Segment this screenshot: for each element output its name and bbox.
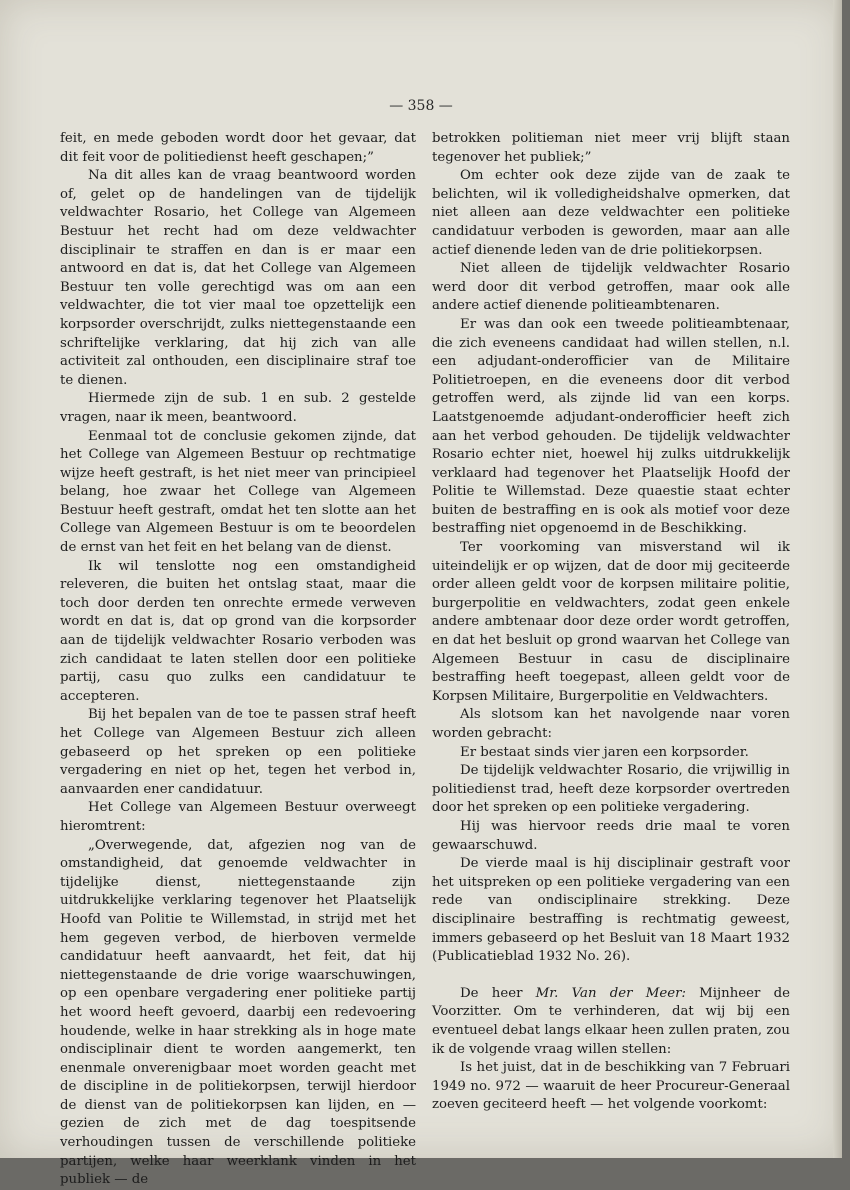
paragraph: „Overwegende, dat, afgezien nog van de omstandigheid, dat genoemde veldwachter in tijdelijke dienst, niettegenstaande zijn uitdrukkelijke verklaring tegenover het Plaatselijk Hoofd van Politie te Willemstad, in strijd met het hem gegeven verbod, de hierboven vermelde candidatuur heeft aanvaardt, het feit, dat hij niettegenstaande de drie vorige waarschuwingen, op een openbare vergadering ener politieke partij het woord heeft gevoerd, daarbij een redevoering houdende, welke in haar strekking als in hoge mate ondisciplinair dient te worden aangemerkt, ten enenmale onverenigbaar moet worden geacht met de discipline in de politiekorpsen, terwijl hierdoor de dienst van de politiekorpsen kan lijden, en — gezien de zich met de dag toespitsende verhoudingen tussen de verschillende politieke partijen, welke haar weerklank vinden in het publiek — de	[60, 837, 416, 1188]
right-column	[432, 130, 790, 1115]
paragraph: Eenmaal tot de conclusie gekomen zijnde, dat het College van Algemeen Bestuur op rechtmatige wijze heeft gestraft, is het niet meer van principieel belang, hoe zwaar het College van Algemeen Bestuur heeft gestraft, omdat het ten slotte aan het College van Algemeen Bestuur is om te beoordelen de ernst van het feit en het belang van de dienst.	[60, 428, 416, 556]
paragraph: feit, en mede geboden wordt door het gevaar, dat dit feit voor de politiedienst heeft geschapen;”	[60, 131, 416, 165]
paragraph: De vierde maal is hij disciplinair gestraft voor het uitspreken op een politieke vergadering van een rede van ondisciplinaire strekking. Deze disciplinaire bestraffing is rechtmatig geweest, immers gebaseerd op het Besluit van 18 Maart 1932 (Publicatieblad 1932 No. 26).	[432, 856, 790, 965]
paragraph: Ter voorkoming van misverstand wil ik uiteindelijk er op wijzen, dat de door mij geciteerde order alleen geldt voor de korpsen militaire politie, burgerpolitie en veldwachters, zodat geen enkele andere ambtenaar door deze order wordt getroffen, en dat het besluit op grond waarvan het College van Algemeen Bestuur in casu de disciplinaire bestraffing heeft toegepast, alleen geldt voor de Korpsen Militaire, Burgerpolitie en Veldwachters.	[432, 540, 790, 704]
page-number: — 358 —	[389, 98, 453, 114]
speaker-name: Mr. Van der Meer:	[535, 985, 686, 1001]
paragraph: Na dit alles kan de vraag beantwoord worden of, gelet op de handelingen van de tijdelijk veldwachter Rosario, het College van Algemeen Bestuur het recht had om deze veldwachter disciplinair te straffen en dan is er maar een antwoord en dat is, dat het College van Algemeen Bestuur ten volle gerechtigd was om aan een veldwachter, die tot vier maal toe opzettelijk een korpsorder overschrijdt, zulks niettegenstaande een schriftelijke verklaring, dat hij zich van alle activiteit zal onthouden, een disciplinaire straf toe te dienen.	[60, 168, 416, 388]
speaker-paragraph	[432, 985, 790, 1059]
paragraph: De tijdelijk veldwachter Rosario, die vrijwillig in politiedienst trad, heeft deze korpsorder overtreden door het spreken op een politieke vergadering.	[432, 763, 790, 816]
speaker-lead: De heer	[460, 985, 536, 1001]
final-paragraph: Is het juist, dat in de beschikking van 7 Februari 1949 no. 972 — waaruit de heer Procureur-Generaal zoeven geciteerd heeft — het volgende voorkomt:	[432, 1060, 790, 1113]
paragraph: Hij was hiervoor reeds drie maal te voren gewaarschuwd.	[432, 818, 790, 853]
paragraph: Het College van Algemeen Bestuur overweegt hieromtrent:	[60, 800, 416, 834]
paragraph: betrokken politieman niet meer vrij blijft staan tegenover het publiek;”	[432, 131, 790, 165]
paragraph: Er was dan ook een tweede politieambtenaar, die zich eveneens candidaat had willen stellen, n.l. een adjudant-onderofficier van de Militaire Politietroepen, en die eveneens door dit verbod getroffen werd, als zijnde lid van een korps. Laatstgenoemde adjudant-onderofficier heeft zich aan het verbod gehouden. De tijdelijk veldwachter Rosario echter niet, hoewel hij zulks uitdrukkelijk verklaard had tegenover het Plaatselijk Hoofd der Politie te Willemstad. Deze quaestie staat echter buiten de bestraffing en is ook als motief voor deze bestraffing niet opgenoemd in de Beschikking.	[432, 316, 790, 537]
paragraph: Bij het bepalen van de toe te passen straf heeft het College van Algemeen Bestuur zich alleen gebaseerd op het spreken op een politieke vergadering en niet op het, tegen het verbod in, aanvaarden ener candidatuur.	[60, 707, 416, 797]
paragraph: Er bestaat sinds vier jaren een korpsorder.	[460, 744, 749, 760]
paragraph: Hiermede zijn de sub. 1 en sub. 2 gestelde vragen, naar ik meen, beantwoord.	[60, 391, 416, 425]
paragraph: Niet alleen de tijdelijk veldwachter Rosario werd door dit verbod getroffen, maar ook alle andere actief dienende politieambtenaren.	[432, 261, 790, 314]
left-column	[60, 130, 416, 1190]
paragraph: Om echter ook deze zijde van de zaak te belichten, wil ik volledigheidshalve opmerken, dat niet alleen aan deze veldwachter een politieke candidatuur verboden is geworden, maar aan alle actief dienende leden van de drie politiekorpsen.	[432, 168, 790, 258]
paragraph: Ik wil tenslotte nog een omstandigheid releveren, die buiten het ontslag staat, maar die toch door derden ten onrechte ermede verweven wordt en dat is, dat op grond van die korpsorder aan de tijdelijk veldwachter Rosario verboden was zich candidaat te laten stellen door een politieke partij, casu quo zulks een candidatuur te accepteren.	[60, 558, 416, 704]
page-fold-shadow	[833, 0, 842, 1158]
speaker-text: Mijnheer de Voorzitter. Om te verhinderen, dat wij bij een eventueel debat langs elkaar heen zullen praten, zou ik de volgende vraag willen stellen:	[432, 985, 790, 1057]
paragraph: Als slotsom kan het navolgende naar voren worden gebracht:	[432, 707, 790, 741]
